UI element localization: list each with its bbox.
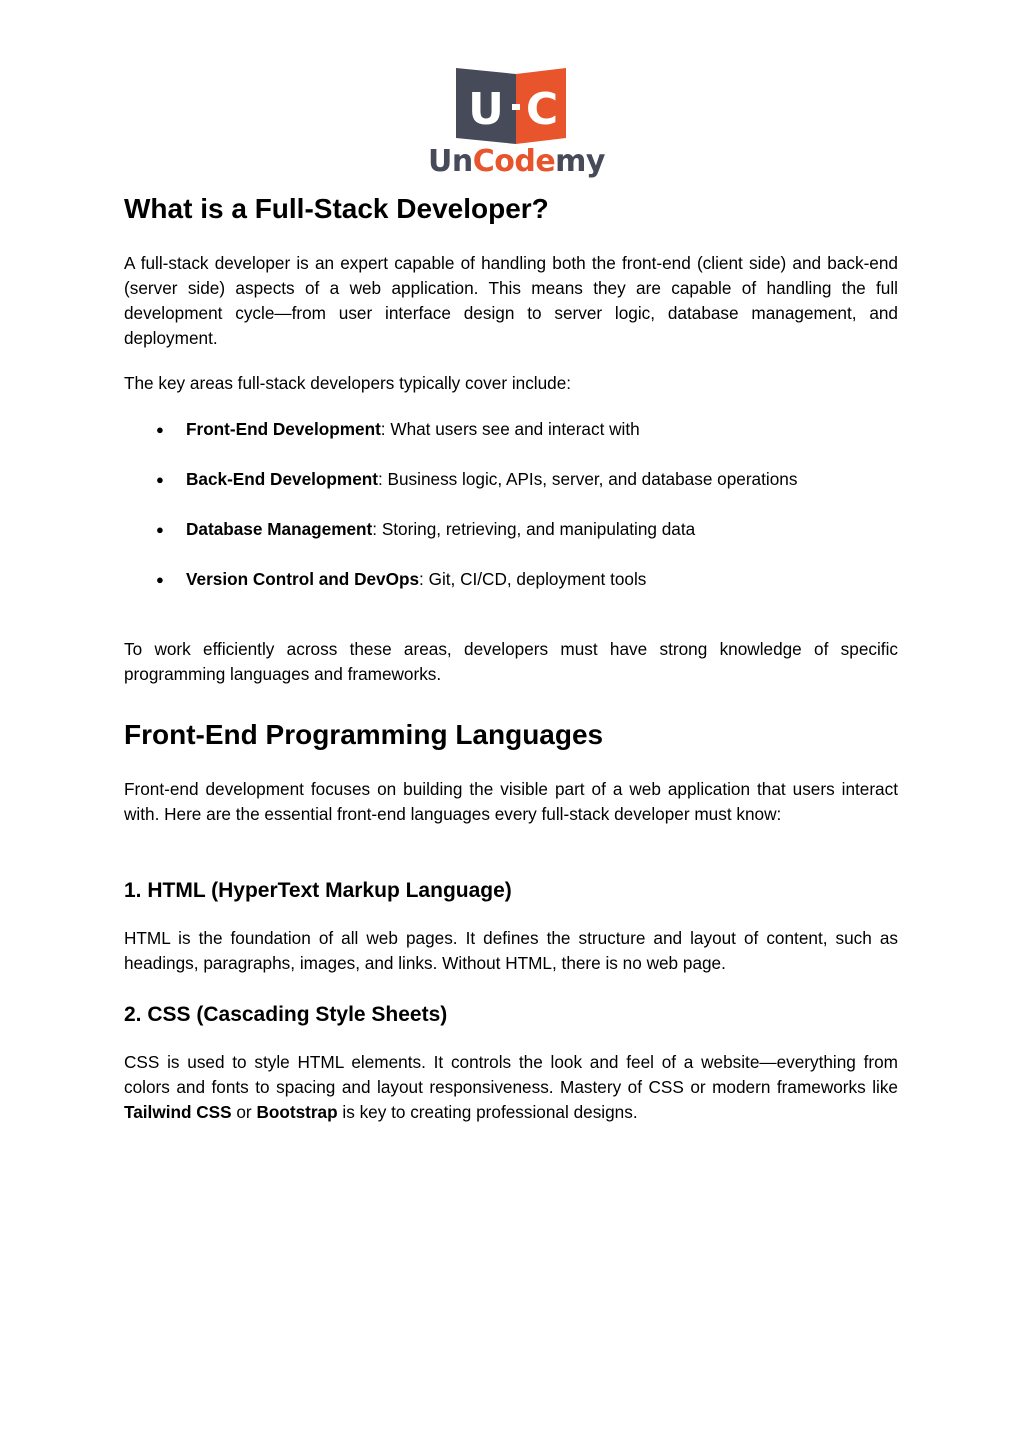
css-body bbox=[124, 1050, 898, 1125]
css-heading: 2. CSS (Cascading Style Sheets) bbox=[124, 1003, 448, 1026]
section1-areas-lead: The key areas full-stack developers typically cover include: bbox=[124, 373, 572, 393]
key-areas-list bbox=[124, 417, 898, 617]
logo-word-part2: Code bbox=[472, 144, 556, 179]
bullet-icon: ● bbox=[156, 572, 164, 587]
list-item bbox=[124, 467, 898, 517]
section1-intro: A full-stack developer is an expert capable of handling both the front-end (client side) and back-end (server side) aspects of a web application. This means they are capable of handling the full development cycle—from user interface design to server logic, database management, and deployment. bbox=[124, 253, 898, 348]
logo-wordmark bbox=[428, 144, 604, 180]
list-item-term: Database Management bbox=[186, 519, 373, 539]
bullet-icon: ● bbox=[156, 522, 164, 537]
list-item-desc: : What users see and interact with bbox=[380, 419, 640, 439]
css-body-bold1: Tailwind CSS bbox=[124, 1102, 232, 1122]
section1-title: What is a Full-Stack Developer? bbox=[124, 193, 549, 224]
list-item-term: Version Control and DevOps bbox=[186, 569, 420, 589]
logo-mark-c: C bbox=[525, 84, 559, 135]
css-body-part1: CSS is used to style HTML elements. It controls the look and feel of a website—everything from colors and fonts to spacing and layout responsiveness. Mastery of CSS or modern frameworks like bbox=[124, 1052, 898, 1097]
list-item-term: Front-End Development bbox=[186, 419, 381, 439]
list-item-term: Back-End Development bbox=[186, 469, 378, 489]
logo-word-part3: my bbox=[555, 144, 605, 179]
uc-logo-mark bbox=[428, 66, 604, 146]
list-item-desc: : Business logic, APIs, server, and database operations bbox=[377, 469, 798, 489]
css-body-bold2: Bootstrap bbox=[256, 1102, 338, 1122]
uncodemy-logo bbox=[428, 66, 604, 182]
section1-closing: To work efficiently across these areas, developers must have strong knowledge of specific programming languages and frameworks. bbox=[124, 639, 898, 684]
list-item-desc: : Git, CI/CD, deployment tools bbox=[419, 569, 647, 589]
list-item-desc: : Storing, retrieving, and manipulating data bbox=[372, 519, 696, 539]
section2-intro: Front-end development focuses on building the visible part of a web application that users interact with. Here are the essential front-end languages every full-stack developer must know: bbox=[124, 779, 898, 824]
list-item bbox=[124, 567, 898, 617]
html-heading: 1. HTML (HyperText Markup Language) bbox=[124, 879, 512, 902]
logo-word-part1: Un bbox=[428, 144, 473, 179]
css-body-part3: is key to creating professional designs. bbox=[337, 1102, 638, 1122]
section2-title: Front-End Programming Languages bbox=[124, 719, 604, 750]
bullet-icon: ● bbox=[156, 472, 164, 487]
list-item bbox=[124, 417, 898, 467]
logo-mark-u: U bbox=[468, 84, 504, 135]
bullet-icon: ● bbox=[156, 422, 164, 437]
list-item bbox=[124, 517, 898, 567]
css-body-part2: or bbox=[231, 1102, 257, 1122]
html-body: HTML is the foundation of all web pages. It defines the structure and layout of content, such as headings, paragraphs, images, and links. Without HTML, there is no web page. bbox=[124, 928, 898, 973]
